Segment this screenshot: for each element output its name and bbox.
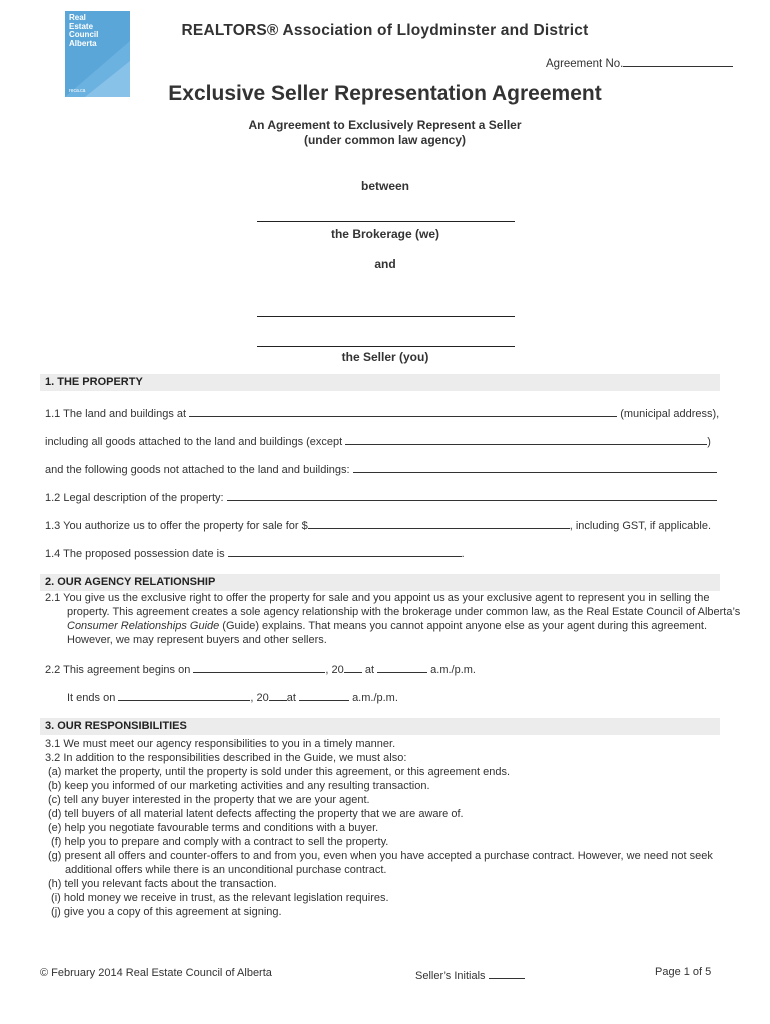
clause-1-4: 1.4 The proposed possession date is . (45, 548, 465, 560)
clause-3-1: 3.1 We must meet our agency responsibilities to you in a timely manner. (45, 738, 396, 750)
list-item: (f) help you to prepare and comply with a contract to sell the property. (48, 836, 389, 848)
logo-text: Real Estate Council Alberta (69, 13, 99, 48)
agreement-number (546, 55, 733, 70)
subtitle-agency: (under common law agency) (303, 133, 467, 147)
section-heading-agency: 2. OUR AGENCY RELATIONSHIP (40, 574, 720, 591)
association-name: REALTORS® Association of Lloydminster and District (181, 22, 589, 39)
and-label: and (374, 257, 396, 271)
logo-url: reca.ca (69, 88, 86, 94)
list-item: (d) tell buyers of all material latent defects affecting the property that we are aware of. (48, 808, 464, 820)
seller-label: the Seller (you) (341, 350, 429, 364)
possession-date-field[interactable] (228, 546, 462, 557)
responsibilities-list (45, 737, 730, 919)
agreement-number-field[interactable] (623, 55, 733, 67)
list-item: (c) tell any buyer interested in the property that we are your agent. (48, 794, 370, 806)
clause-2-2-ends: It ends on , 20 at a.m./p.m. (67, 692, 398, 704)
section-heading-property: 1. THE PROPERTY (40, 374, 720, 391)
sellers-initials: Seller’s Initials (415, 968, 525, 982)
sale-price-field[interactable] (308, 518, 570, 529)
goods-not-attached-field[interactable] (353, 462, 717, 473)
goods-not-attached-row: and the following goods not attached to the land and buildings: (45, 462, 717, 476)
clause-1-1: 1.1 The land and buildings at (municipal address), (45, 408, 720, 420)
seller-name-line-2[interactable] (257, 346, 515, 347)
between-label: between (360, 179, 409, 193)
copyright: © February 2014 Real Estate Council of Alberta (40, 967, 272, 979)
brokerage-name-line[interactable] (257, 221, 515, 222)
clause-1-2: 1.2 Legal description of the property: (45, 490, 717, 504)
end-date-field[interactable] (118, 690, 250, 701)
list-item: (h) tell you relevant facts about the transaction. (48, 878, 277, 890)
begin-date-field[interactable] (193, 662, 325, 673)
clause-2-1: 2.1 You give us the exclusive right to offer the property for sale and you appoint us as your exclusive agent to represent you in selling the property. This agreement creates a sole agency relationship with the brokerage under common law, as the Real Estate Council of Alberta’s Consumer Relationships Guide (Guide) explains. That means you cannot appoint anyone else as your agent during this agreement. However, we may represent buyers and other sellers. (45, 592, 741, 646)
legal-description-field[interactable] (227, 490, 717, 501)
subtitle: An Agreement to Exclusively Represent a Seller (248, 118, 522, 132)
end-year-field[interactable] (269, 690, 287, 701)
clause-2-2-begins: 2.2 This agreement begins on , 20 at a.m./p.m. (45, 664, 476, 676)
section-heading-responsibilities: 3. OUR RESPONSIBILITIES (40, 718, 720, 735)
page-number: Page 1 of 5 (655, 966, 712, 978)
list-item: (g) present all offers and counter-offers to and from you, even when you have accepted a purchase contract. However, we need not seek additional offers while there is an unconditional purchase contract. (48, 850, 713, 876)
seller-name-line-1[interactable] (257, 316, 515, 317)
municipal-address-field[interactable] (189, 406, 617, 417)
begin-time-field[interactable] (377, 662, 427, 673)
list-item: (e) help you negotiate favourable terms and conditions with a buyer. (48, 822, 379, 834)
agreement-number-label: Agreement No. (546, 58, 624, 70)
begin-year-field[interactable] (344, 662, 362, 673)
initials-field[interactable] (489, 968, 525, 979)
list-item: (j) give you a copy of this agreement at signing. (48, 906, 282, 918)
end-time-field[interactable] (299, 690, 349, 701)
list-item: (i) hold money we receive in trust, as the relevant legislation requires. (48, 892, 389, 904)
clause-1-3: 1.3 You authorize us to offer the property for sale for $ , including GST, if applicable. (45, 520, 711, 532)
document-title: Exclusive Seller Representation Agreement (168, 82, 602, 105)
list-item: (a) market the property, until the property is sold under this agreement, or this agreement ends. (48, 766, 511, 778)
clause-3-2: 3.2 In addition to the responsibilities described in the Guide, we must also: (45, 752, 407, 764)
list-item: (b) keep you informed of our marketing activities and any resulting transaction. (48, 780, 430, 792)
goods-attached-row: including all goods attached to the land and buildings (except ) (45, 436, 711, 448)
brokerage-label: the Brokerage (we) (330, 227, 440, 241)
goods-attached-except-field[interactable] (345, 434, 707, 445)
